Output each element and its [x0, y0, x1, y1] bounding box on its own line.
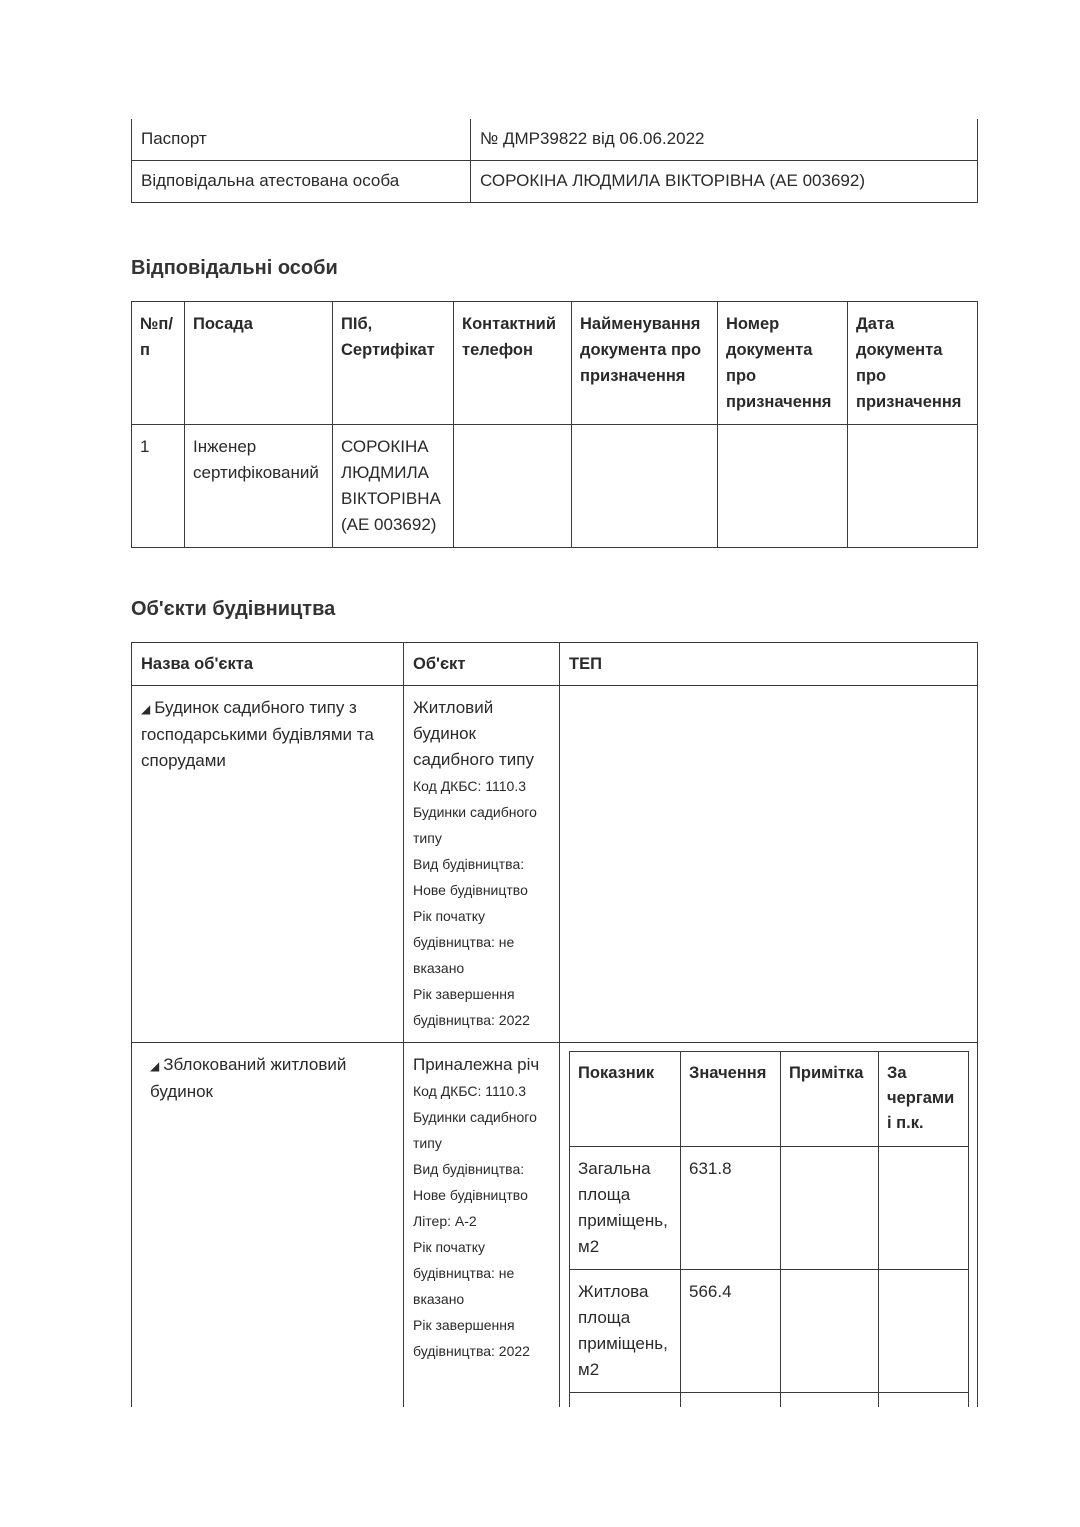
table-row — [570, 1147, 969, 1270]
object-name: Зблокований житловий будинок — [150, 1055, 347, 1101]
responsible-persons-table — [131, 301, 978, 548]
table-row-continuation — [570, 1393, 969, 1408]
person-phone — [454, 425, 572, 548]
object-detail: Вид будівництва: — [413, 1161, 525, 1177]
col-header-name-certificate: ПІб, Сертифікат — [333, 302, 454, 425]
col-header-tep: ТЕП — [560, 643, 978, 686]
object-type: Приналежна річ — [413, 1055, 540, 1074]
persons-header-row — [132, 302, 978, 425]
responsible-person-value: СОРОКІНА ЛЮДМИЛА ВІКТОРІВНА (АЕ 003692) — [471, 161, 978, 203]
tep-note — [781, 1147, 879, 1270]
object-detail: Літер: А-2 — [413, 1213, 477, 1229]
passport-label: Паспорт — [132, 119, 471, 161]
passport-row — [132, 119, 978, 161]
tep-stub-cell — [681, 1393, 781, 1408]
tep-table — [569, 1051, 969, 1407]
expand-triangle-icon[interactable]: ◢ — [150, 1059, 160, 1073]
construction-objects-table — [131, 642, 978, 1407]
col-header-phone: Контактний телефон — [454, 302, 572, 425]
object-detail: Рік початку будівництва: не вказано — [413, 908, 515, 976]
construction-objects-heading: Об'єкти будівництва — [131, 598, 336, 620]
passport-value: № ДМР39822 від 06.06.2022 — [471, 119, 978, 161]
table-row — [132, 1043, 978, 1408]
col-header-note: Примітка — [781, 1052, 879, 1147]
col-header-number: №п/п — [132, 302, 185, 425]
tep-header-row — [570, 1052, 969, 1147]
tep-note — [781, 1270, 879, 1393]
object-name-cell — [132, 686, 404, 1043]
person-doc-number — [718, 425, 848, 548]
object-detail: Нове будівництво — [413, 1187, 528, 1203]
col-header-phase: За чергами і п.к. — [879, 1052, 969, 1147]
col-header-object: Об'єкт — [404, 643, 560, 686]
tep-stub-cell — [781, 1393, 879, 1408]
table-row — [570, 1270, 969, 1393]
passport-table — [131, 119, 978, 203]
object-detail: Код ДКБС: 1110.3 — [413, 1083, 526, 1099]
objects-header-row — [132, 643, 978, 686]
person-name: СОРОКІНА ЛЮДМИЛА ВІКТОРІВНА (АЕ 003692) — [333, 425, 454, 548]
col-header-position: Посада — [185, 302, 333, 425]
col-header-object-name: Назва об'єкта — [132, 643, 404, 686]
tep-phase — [879, 1270, 969, 1393]
responsible-person-row — [132, 161, 978, 203]
tep-phase — [879, 1147, 969, 1270]
col-header-doc-number: Номер документа про призначення — [718, 302, 848, 425]
person-doc-date — [848, 425, 978, 548]
col-header-doc-date: Дата документа про призначення — [848, 302, 978, 425]
col-header-doc-name: Найменування документа про призначення — [572, 302, 718, 425]
tep-indicator: Житлова площа приміщень, м2 — [570, 1270, 681, 1393]
tep-indicator: Загальна площа приміщень, м2 — [570, 1147, 681, 1270]
object-detail: Код ДКБС: 1110.3 — [413, 778, 526, 794]
object-detail: Рік початку будівництва: не вказано — [413, 1239, 515, 1307]
object-cell — [404, 686, 560, 1043]
tep-value: 631.8 — [681, 1147, 781, 1270]
tep-cell — [560, 1043, 978, 1408]
responsible-person-label: Відповідальна атестована особа — [132, 161, 471, 203]
table-row — [132, 425, 978, 548]
responsible-persons-heading: Відповідальні особи — [131, 257, 338, 279]
col-header-indicator: Показник — [570, 1052, 681, 1147]
object-type: Житловий будинок садибного типу — [413, 698, 534, 769]
object-detail: Вид будівництва: — [413, 856, 525, 872]
tep-stub-cell — [570, 1393, 681, 1408]
object-name-cell — [132, 1043, 404, 1408]
object-detail: Рік завершення будівництва: 2022 — [413, 986, 530, 1028]
tep-stub-cell — [879, 1393, 969, 1408]
person-position: Інженер сертифікований — [185, 425, 333, 548]
expand-triangle-icon[interactable]: ◢ — [141, 702, 151, 716]
person-doc-name — [572, 425, 718, 548]
col-header-value: Значення — [681, 1052, 781, 1147]
tep-value: 566.4 — [681, 1270, 781, 1393]
object-cell — [404, 1043, 560, 1408]
object-detail: Рік завершення будівництва: 2022 — [413, 1317, 530, 1359]
object-detail: Нове будівництво — [413, 882, 528, 898]
object-detail: Будинки садибного типу — [413, 1109, 537, 1151]
object-name: Будинок садибного типу з господарськими будівлями та спорудами — [141, 698, 374, 770]
table-row — [132, 686, 978, 1043]
object-detail: Будинки садибного типу — [413, 804, 537, 846]
tep-cell — [560, 686, 978, 1043]
person-number: 1 — [132, 425, 185, 548]
